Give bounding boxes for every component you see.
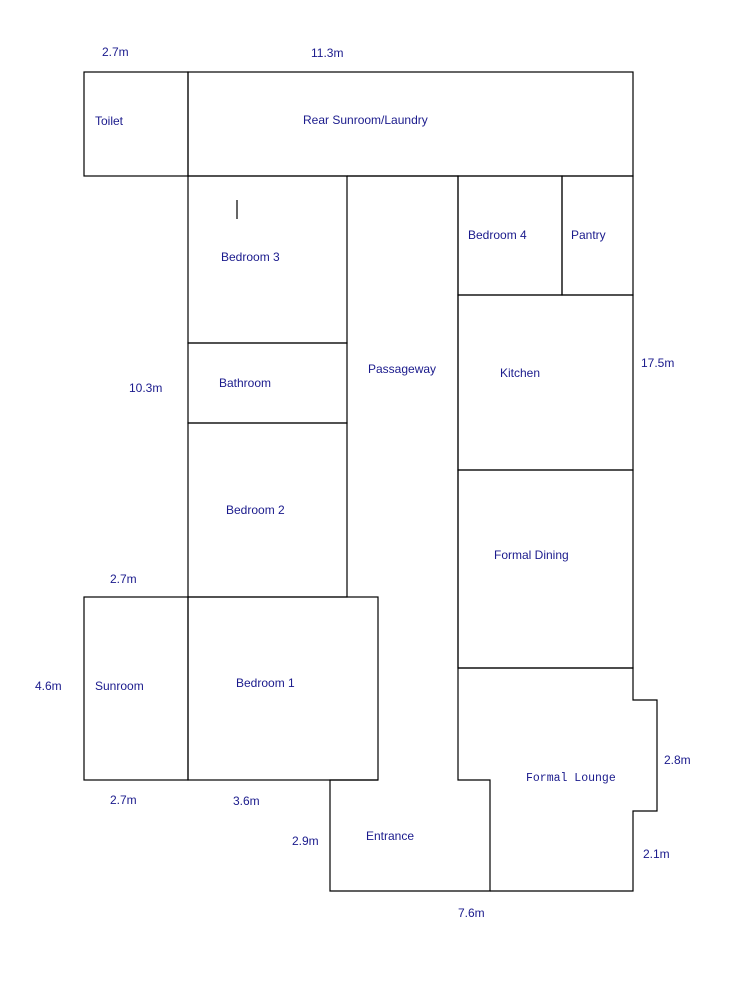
dim-bedroom1-width: 3.6m [233,794,260,808]
label-bathroom: Bathroom [219,376,272,390]
kitchen-room [458,295,633,470]
dim-lounge-lower: 2.1m [643,847,670,861]
dim-entrance-depth: 2.9m [292,834,319,848]
passageway-room [330,176,490,891]
dim-lounge-bay: 2.8m [664,753,691,767]
dim-sunroom-length: 4.6m [35,679,62,693]
formal-dining-room [458,470,633,668]
label-pantry: Pantry [571,228,606,242]
label-kitchen: Kitchen [500,366,541,380]
dim-left-wing-length: 10.3m [129,381,163,395]
dim-rear-width: 11.3m [311,46,344,60]
dim-toilet-width: 2.7m [102,45,129,59]
dim-sunroom-bottom-width: 2.7m [110,793,137,807]
dim-front-width: 7.6m [458,906,485,920]
label-bedroom1: Bedroom 1 [236,676,295,690]
label-bedroom4: Bedroom 4 [468,228,527,242]
label-formal-dining: Formal Dining [494,548,569,562]
label-entrance: Entrance [366,829,415,843]
label-formal-lounge: Formal Lounge [526,772,616,785]
label-bedroom2: Bedroom 2 [226,503,285,517]
dim-right-side-length: 17.5m [641,356,675,370]
label-bedroom3: Bedroom 3 [221,250,280,264]
label-toilet: Toilet [95,114,124,128]
label-sunroom: Sunroom [95,679,144,693]
dim-sunroom-top-width: 2.7m [110,572,137,586]
label-rear-sunroom-laundry: Rear Sunroom/Laundry [303,113,428,127]
label-passageway: Passageway [368,362,437,376]
